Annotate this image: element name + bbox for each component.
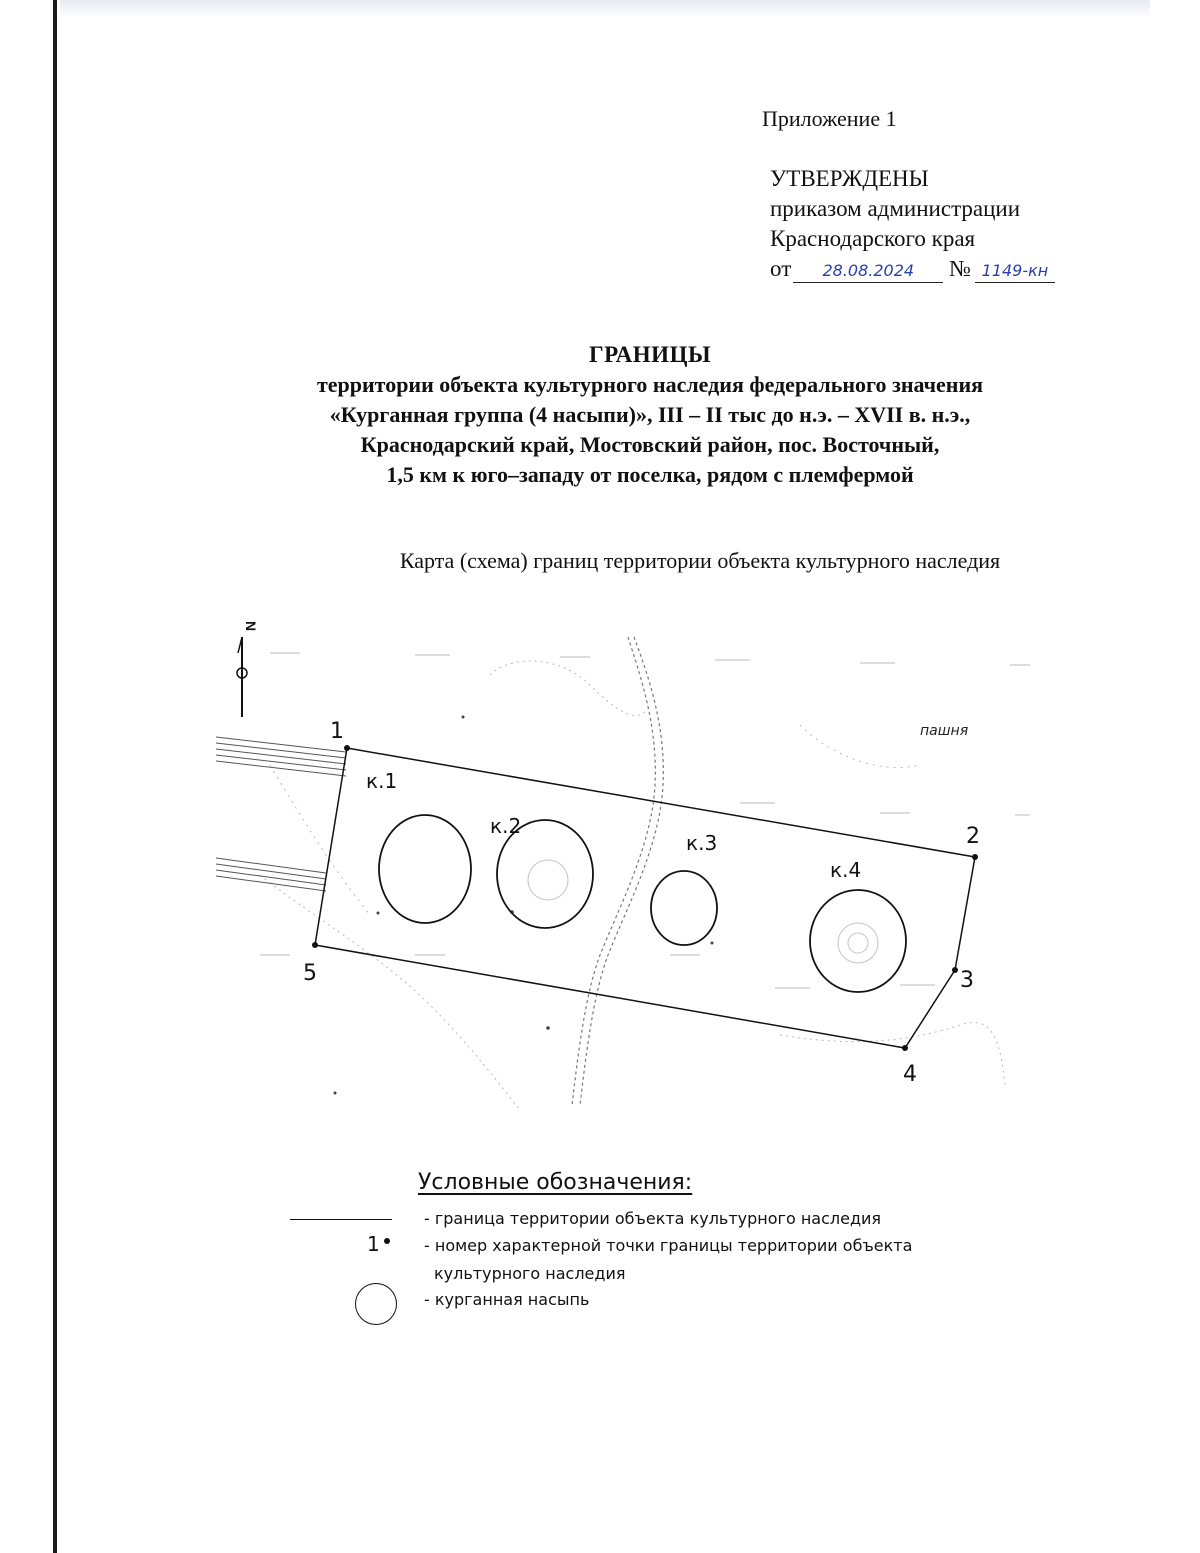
point-label-1: 1 — [330, 719, 344, 744]
scan-artifact — [60, 0, 1150, 18]
map-caption: Карта (схема) границ территории объекта культурного наследия — [399, 548, 1001, 573]
terrain-contours — [260, 661, 1030, 1110]
legend-point-number: 1 — [367, 1232, 380, 1256]
legend-boundary-line-icon — [290, 1219, 392, 1220]
legend-boundary-text: - граница территории объекта культурного наследия — [424, 1209, 882, 1228]
mound-4 — [810, 890, 906, 992]
title-line-1: территории объекта культурного наследия федерального значения — [316, 372, 984, 397]
land-label: пашня — [920, 723, 969, 739]
mound-label-1: к.1 — [366, 769, 398, 793]
point-label-5: 5 — [303, 961, 317, 986]
page-edge — [53, 0, 57, 1553]
legend-mound-text: - курганная насыпь — [424, 1290, 590, 1309]
legend-mound-circle-icon — [355, 1283, 397, 1325]
number-prefix: № — [949, 256, 971, 281]
number-value: 1149-кн — [981, 261, 1049, 280]
number-field — [975, 258, 1055, 283]
document-title — [200, 340, 1100, 490]
mound-1 — [379, 815, 471, 923]
north-arrow-icon — [237, 637, 247, 717]
mound-label-3: к.3 — [686, 831, 718, 855]
title-main: ГРАНИЦЫ — [588, 342, 712, 367]
approval-block — [770, 164, 1055, 284]
boundary-map — [200, 615, 1030, 1115]
title-line-4: 1,5 км к юго–западу от поселка, рядом с племфермой — [386, 462, 914, 487]
appendix-label: Приложение 1 — [762, 106, 897, 131]
order-date-line — [770, 254, 1055, 284]
title-line-2: «Курганная группа (4 насыпи)», III – II тыс до н.э. – XVII в. н.э., — [329, 402, 971, 427]
date-prefix: от — [770, 256, 792, 281]
boundary-point-1 — [344, 745, 350, 751]
mounds — [379, 815, 906, 992]
boundary-point-3 — [952, 967, 958, 973]
order-line-2: Краснодарского края — [770, 226, 976, 251]
point-label-3: 3 — [960, 968, 974, 993]
boundary-point-4 — [902, 1045, 908, 1051]
legend-point-text-1: - номер характерной точки границы территории объекта — [424, 1236, 913, 1255]
legend-point-dot-icon — [384, 1238, 390, 1244]
mound-label-4: к.4 — [830, 858, 862, 882]
approved-title: УТВЕРЖДЕНЫ — [770, 166, 929, 191]
title-line-3: Краснодарский край, Мостовский район, пос. Восточный, — [360, 432, 940, 457]
legend-point-text-2: культурного наследия — [434, 1264, 626, 1283]
road — [572, 637, 663, 1105]
date-value: 28.08.2024 — [822, 261, 915, 280]
mound-label-2: к.2 — [490, 814, 522, 838]
mound-3 — [651, 871, 717, 945]
north-label: N — [243, 621, 259, 632]
boundary-point-2 — [972, 854, 978, 860]
boundary-point-markers — [312, 745, 978, 1051]
hatched-strips — [216, 737, 346, 891]
order-line-1: приказом администрации — [770, 196, 1021, 221]
date-field — [793, 258, 943, 283]
territory-boundary — [315, 748, 975, 1048]
point-label-2: 2 — [966, 824, 980, 849]
point-label-4: 4 — [903, 1062, 917, 1087]
legend-title: Условные обозначения: — [418, 1170, 693, 1195]
boundary-point-5 — [312, 942, 318, 948]
elevation-marks — [260, 653, 1030, 988]
